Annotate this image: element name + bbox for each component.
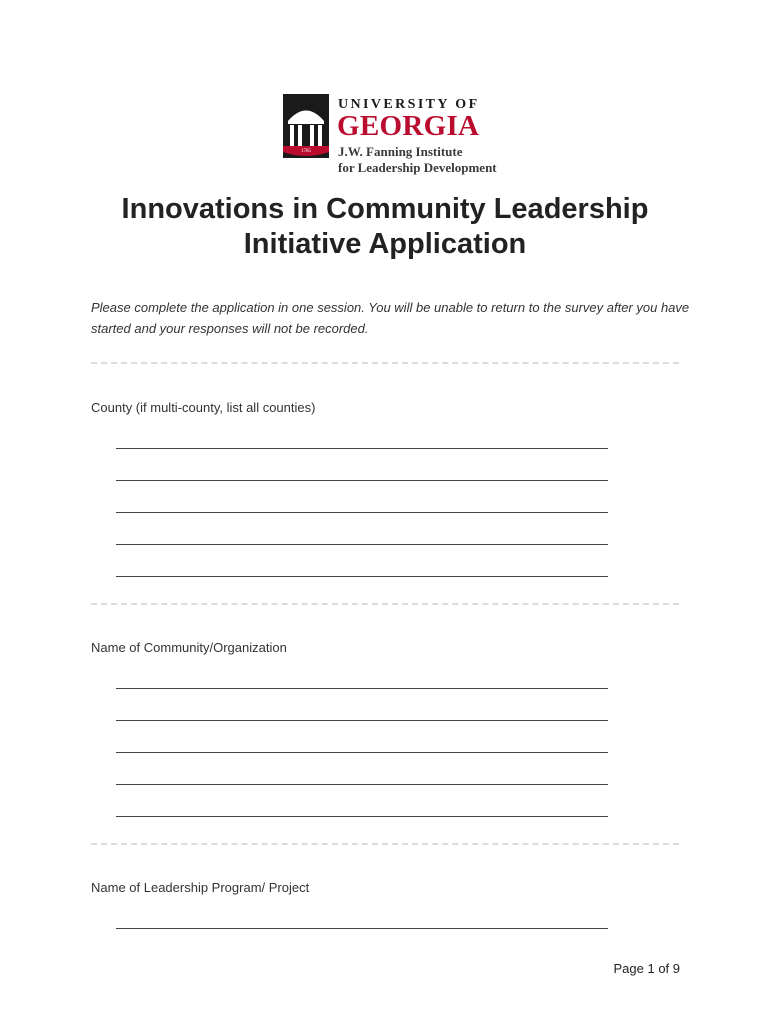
answer-line[interactable] (116, 752, 608, 753)
georgia-text: GEORGIA (337, 110, 480, 142)
section-divider (91, 362, 679, 364)
institute-line-2: for Leadership Development (338, 160, 497, 175)
question-label-program: Name of Leadership Program/ Project (91, 880, 310, 895)
answer-line[interactable] (116, 576, 608, 577)
university-of-text: UNIVERSITY OF (338, 97, 480, 112)
question-label-county: County (if multi-county, list all counties) (91, 400, 316, 415)
uga-fanning-logo (283, 94, 523, 178)
question-label-community: Name of Community/Organization (91, 640, 287, 655)
intro-text: Please complete the application in one session. You will be unable to return to the survey after you have started and your responses will not be recorded. (91, 300, 690, 336)
arch-icon (283, 94, 329, 158)
answer-line[interactable] (116, 512, 608, 513)
answer-line[interactable] (116, 784, 608, 785)
answer-line[interactable] (116, 688, 608, 689)
section-divider (91, 843, 679, 845)
answer-line[interactable] (116, 816, 608, 817)
page-title-line-1: Innovations in Community Leadership (121, 193, 649, 225)
answer-line[interactable] (116, 448, 608, 449)
institute-line-1: J.W. Fanning Institute (338, 144, 463, 159)
page-title-line-2: Initiative Application (243, 228, 527, 260)
answer-line[interactable] (116, 544, 608, 545)
page-number: Page 1 of 9 (613, 961, 680, 976)
answer-line[interactable] (116, 928, 608, 929)
svg-text:1785: 1785 (301, 149, 311, 154)
section-divider (91, 603, 679, 605)
answer-line[interactable] (116, 480, 608, 481)
answer-line[interactable] (116, 720, 608, 721)
